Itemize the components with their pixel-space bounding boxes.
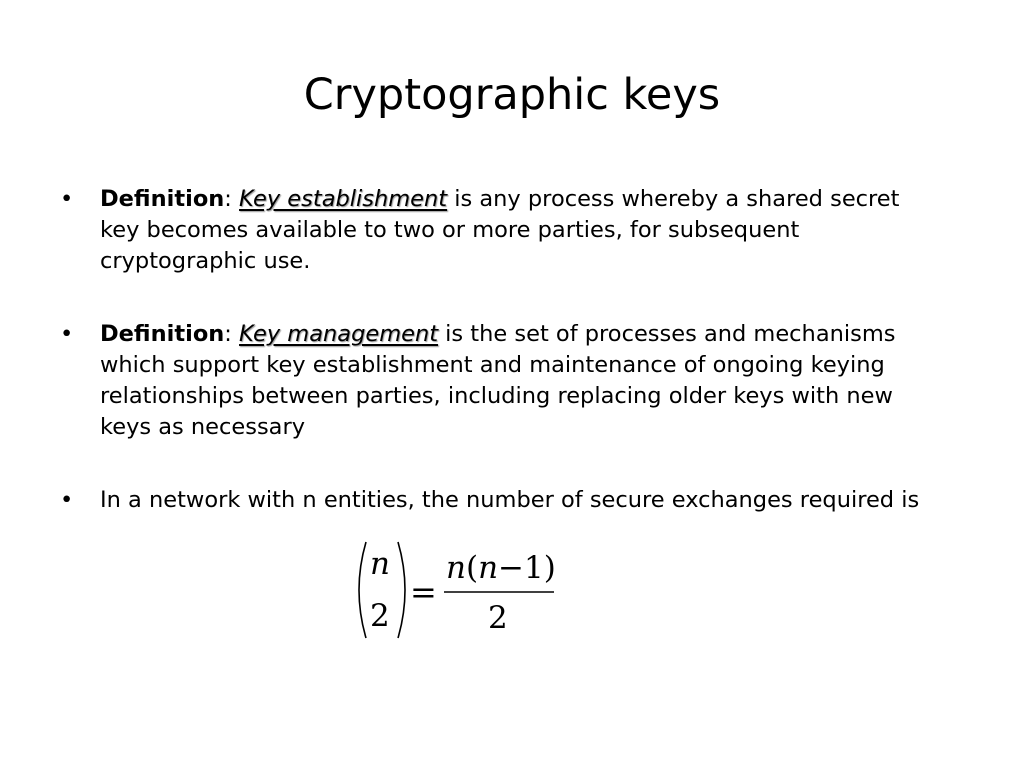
bullet-key-establishment — [58, 184, 928, 277]
bullet-text: In a network with n entities, the number of secure exchanges required is — [100, 487, 920, 513]
numerator-one: 1 — [524, 550, 544, 586]
term-key-management: Key management — [239, 321, 439, 347]
definition-colon: : — [224, 186, 232, 212]
definition-label: Definition — [100, 321, 225, 347]
binomial-right-paren — [398, 542, 405, 638]
bullet-key-management — [58, 319, 928, 443]
fraction-numerator — [446, 550, 556, 586]
definition-text: is any process whereby a shared secret key becomes available to two or more parties, for subsequent cryptographic use. — [100, 186, 900, 274]
numerator-open-paren: ( — [465, 550, 479, 586]
fraction-denominator: 2 — [488, 600, 508, 636]
numerator-close-paren: ) — [543, 550, 556, 586]
numerator-n2: n — [478, 550, 499, 586]
binomial-formula — [348, 538, 568, 642]
bullet-mark: • — [60, 487, 74, 513]
definition-text: is the set of processes and mechanisms which support key establishment and maintenance of ongoing keying relationships between parties, including replacing older keys with new keys as necessary — [100, 321, 896, 440]
term-key-establishment: Key establishment — [239, 186, 448, 212]
binomial-top: n — [370, 546, 390, 582]
bullet-secure-exchanges — [58, 485, 928, 516]
numerator-minus: − — [498, 550, 525, 586]
definition-label: Definition — [100, 186, 225, 212]
numerator-n: n — [446, 550, 466, 586]
binomial-bottom: 2 — [370, 598, 390, 634]
bullet-list — [58, 184, 928, 516]
bullet-mark: • — [60, 186, 74, 212]
definition-colon: : — [224, 321, 232, 347]
slide-title: Cryptographic keys — [303, 70, 721, 120]
binomial-left-paren — [359, 542, 366, 638]
bullet-mark: • — [60, 321, 74, 347]
equals-sign: = — [410, 573, 437, 611]
